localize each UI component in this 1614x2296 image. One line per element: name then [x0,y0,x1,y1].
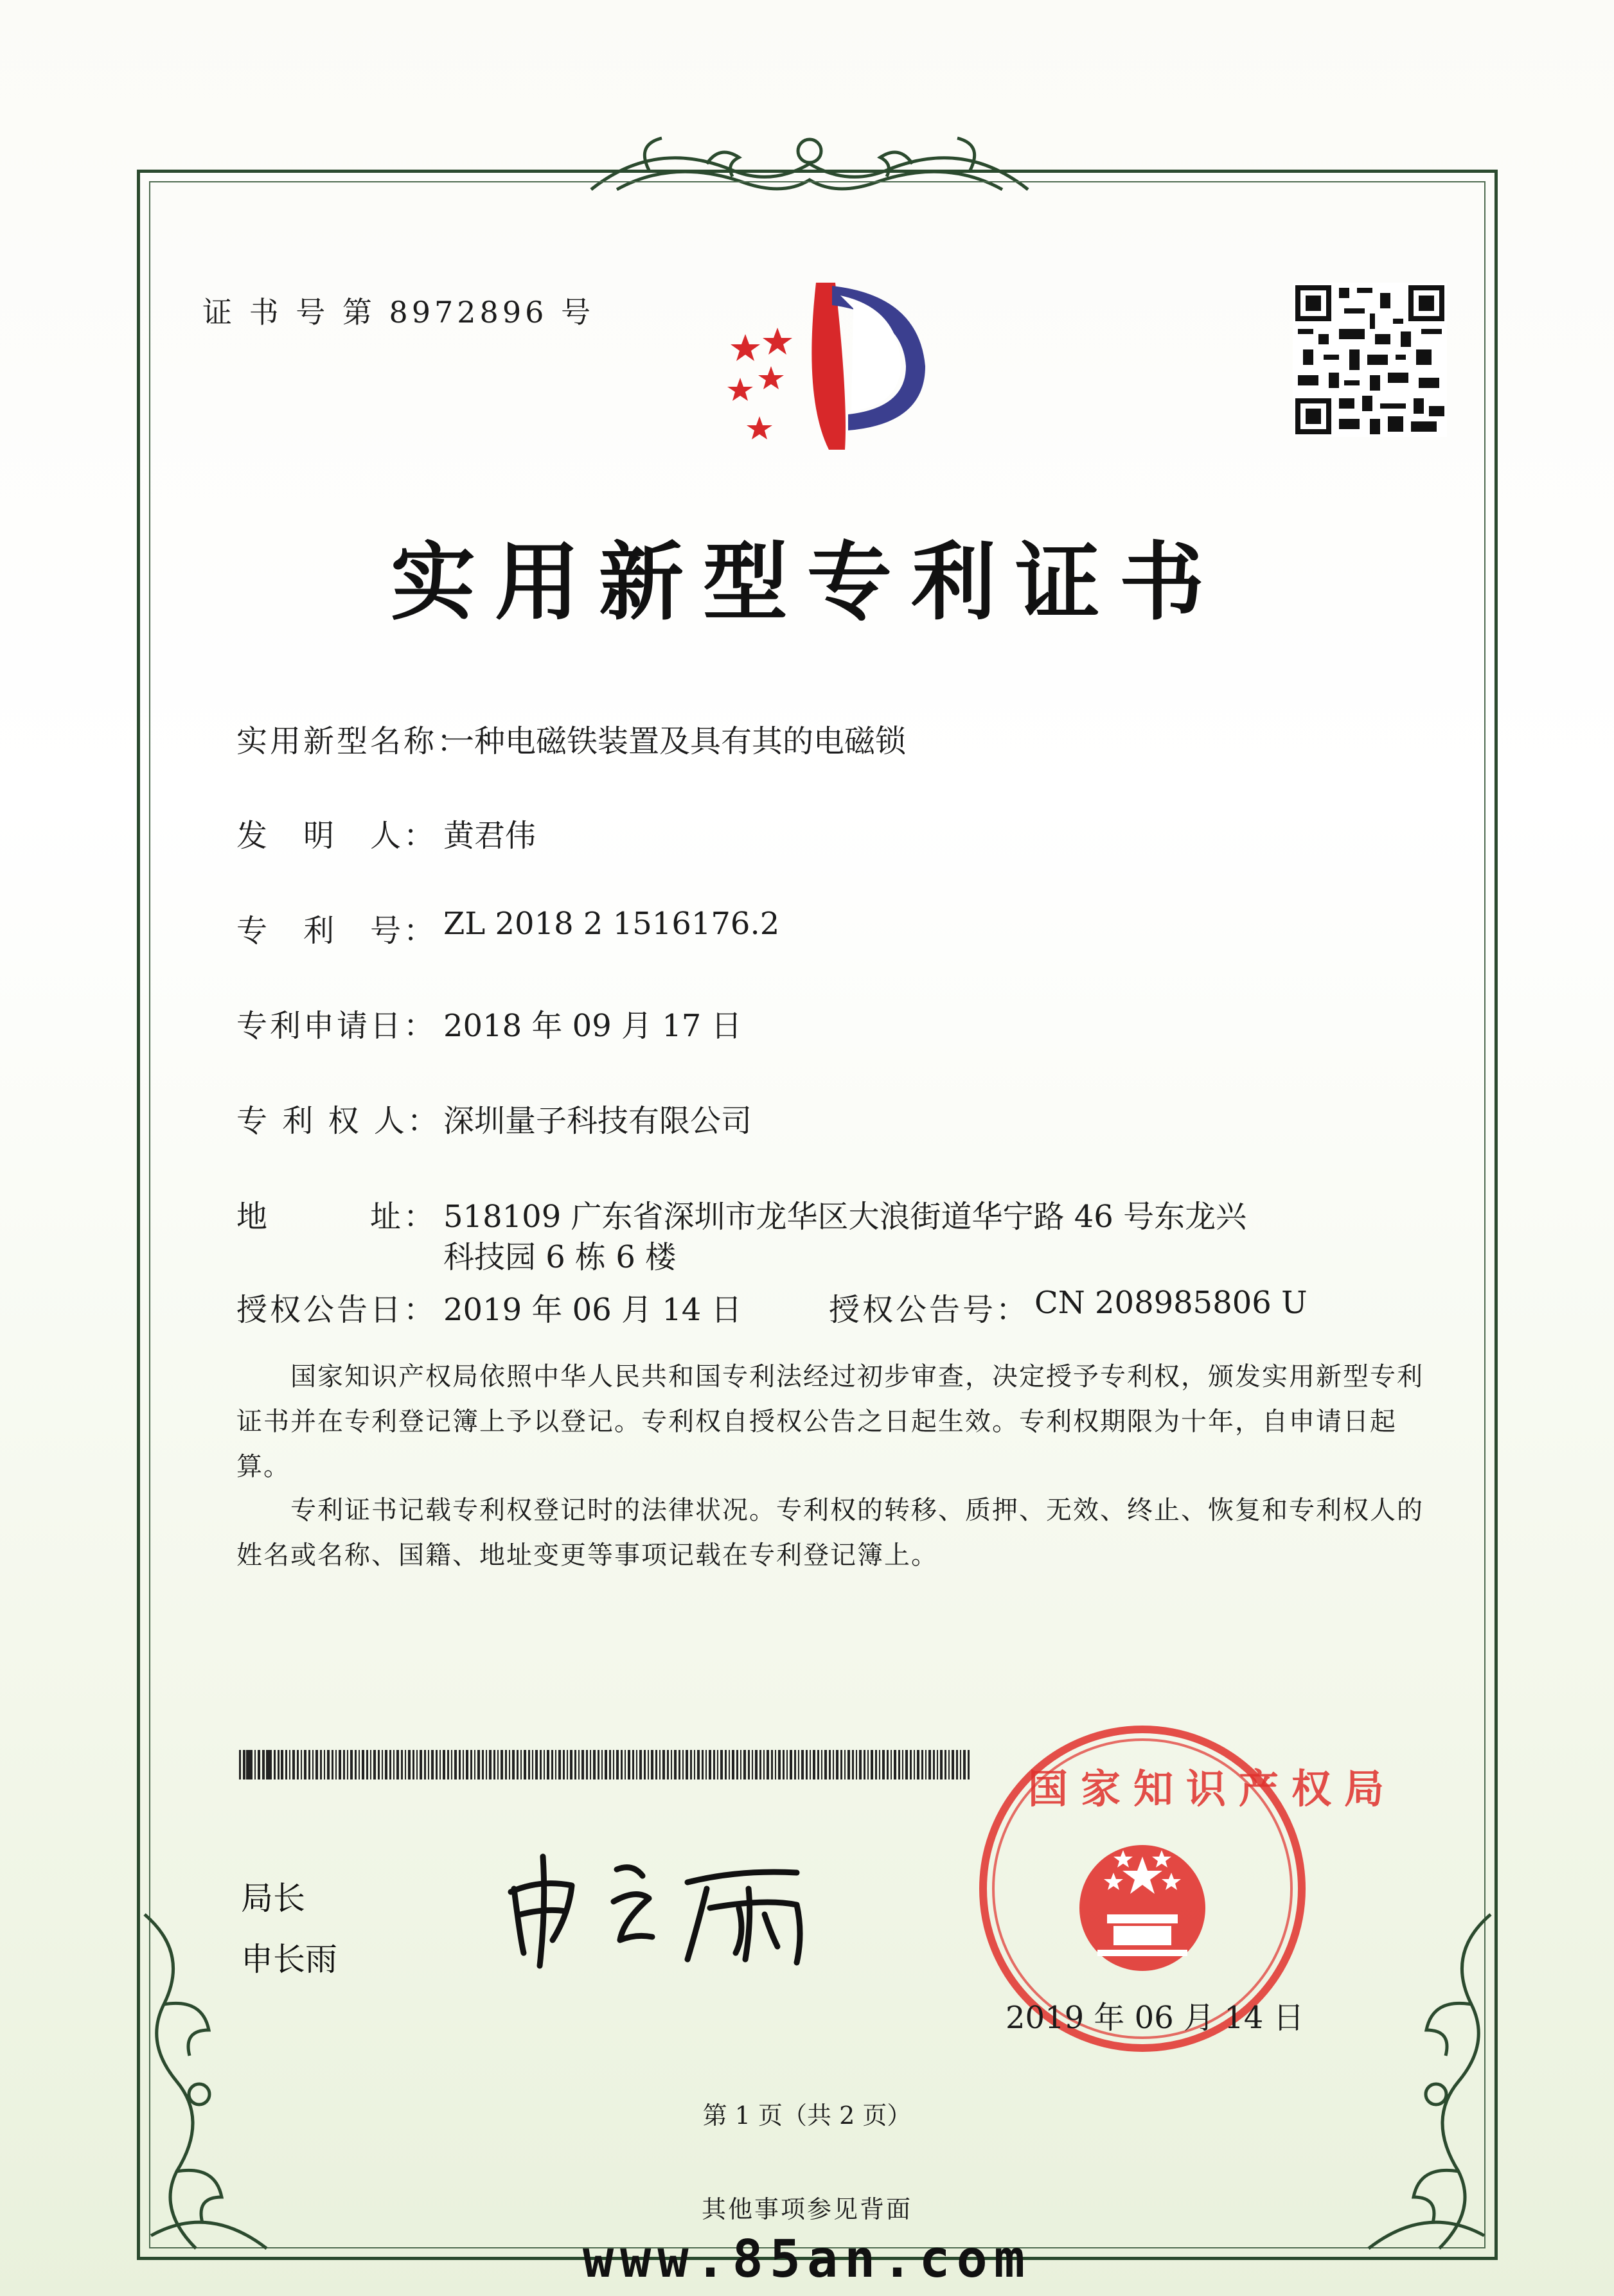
field-label-patent-no: 专 利 号： [236,913,438,949]
field-value-name: 一种电磁铁装置及具有其的电磁锁 [443,723,907,759]
certificate-title: 实用新型专利证书 [391,533,1223,632]
footer-note: 其他事项参见背面 [701,2195,912,2223]
handwritten-signature [495,1844,842,1972]
seal-date: 2019 年 06 月 14 日 [1006,2000,1304,2036]
certificate-number: 证 书 号 第 8972896 号 [202,295,594,330]
body-paragraph-2: 专利证书记载专利权登记时的法律状况。专利权的转移、质押、无效、终止、恢复和专利权人的姓名或名称、国籍、地址变更等事项记载在专利登记簿上。 [236,1496,1424,1570]
page-indicator: 第 1 页（共 2 页） [702,2101,912,2130]
grant-date-value: 2019 年 06 月 14 日 [443,1292,742,1328]
signatory-name: 申长雨 [241,1941,337,1978]
field-label-name: 实用新型名称： [236,723,471,759]
field-label-filing-date: 专利申请日： [236,1008,438,1044]
field-value-patentee: 深圳量子科技有限公司 [443,1103,752,1139]
watermark-url: www.85an.com [583,2229,1031,2289]
grant-number-label: 授权公告号： [829,1292,1030,1328]
field-value-patent-no: ZL 2018 2 1516176.2 [443,906,780,942]
field-value-filing-date: 2018 年 09 月 17 日 [443,1008,742,1044]
field-value-inventor: 黄君伟 [443,818,537,854]
body-paragraph-1: 国家知识产权局依照中华人民共和国专利法经过初步审查，决定授予专利权，颁发实用新型专利证书并在专利登记簿上予以登记。专利权自授权公告之日起生效。专利权期限为十年，自申请日起算。 [236,1362,1424,1481]
grant-date-label: 授权公告日： [236,1292,438,1328]
field-label-inventor: 发 明 人： [236,818,438,854]
field-value-address-line1: 518109 广东省深圳市龙华区大浪街道华宁路 46 号东龙兴 [443,1199,1247,1235]
field-label-patentee: 专 利 权 人： [236,1103,441,1139]
field-label-address: 地 址： [236,1199,438,1235]
grant-number-value: CN 208985806 U [1034,1285,1308,1321]
barcode [239,1750,971,1779]
seal-text: 国家知识产权局 [1028,1765,1397,1812]
patent-office-logo [700,270,938,463]
field-value-address-line2: 科技园 6 栋 6 楼 [443,1239,677,1275]
qr-code [1293,283,1447,437]
signatory-title: 局长 [241,1880,305,1917]
